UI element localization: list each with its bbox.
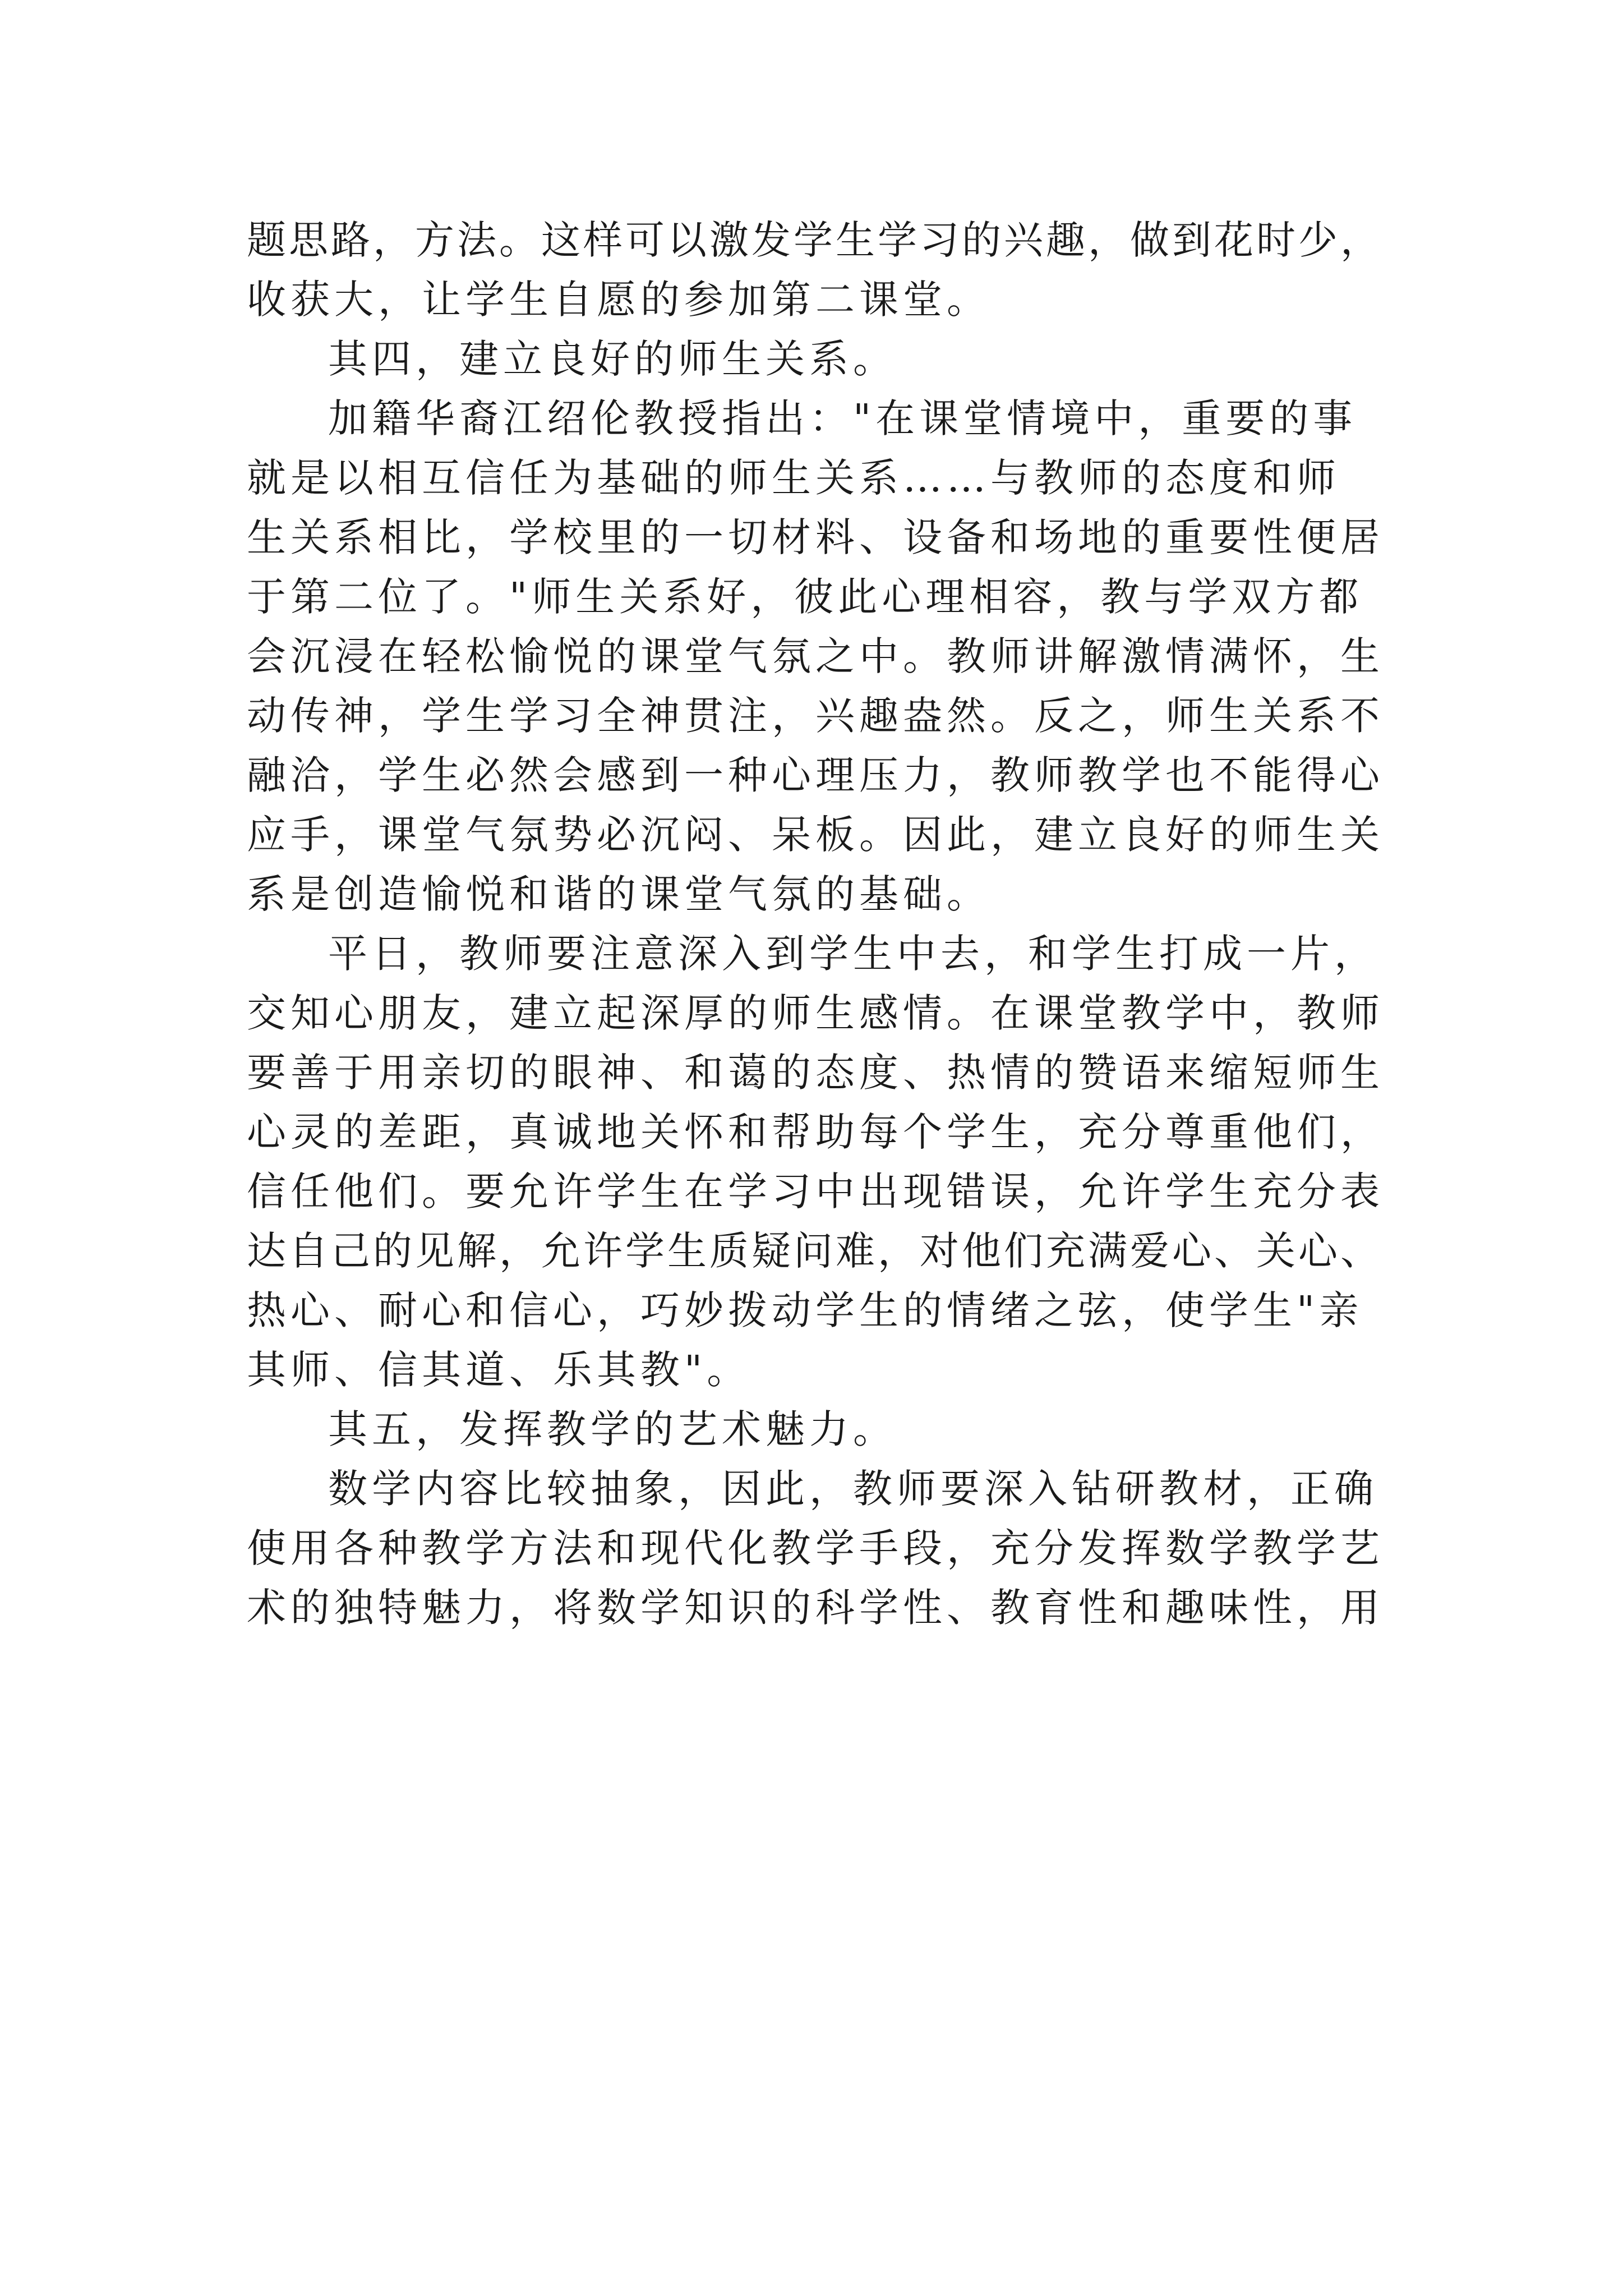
text-line: 融洽，学生必然会感到一种心理压力，教师教学也不能得心: [247, 752, 1384, 798]
text-line: 交知心朋友，建立起深厚的师生感情。在课堂教学中，教师: [247, 990, 1384, 1036]
text-line: 应手，课堂气氛势必沉闷、呆板。因此，建立良好的师生关: [247, 812, 1384, 858]
text-line: 热心、耐心和信心，巧妙拨动学生的情绪之弦，使学生"亲: [247, 1287, 1363, 1333]
text-line: 平日，教师要注意深入到学生中去，和学生打成一片，: [328, 931, 1378, 977]
text-line: 动传神，学生学习全神贯注，兴趣盎然。反之，师生关系不: [247, 693, 1384, 739]
text-line: 生关系相比，学校里的一切材料、设备和场地的重要性便居: [247, 514, 1384, 560]
text-line: 其师、信其道、乐其教"。: [247, 1347, 751, 1393]
text-line: 系是创造愉悦和谐的课堂气氛的基础。: [247, 871, 990, 917]
text-line: 收获大，让学生自愿的参加第二课堂。: [247, 277, 990, 323]
text-line: 心灵的差距，真诚地关怀和帮助每个学生，充分尊重他们，: [247, 1109, 1384, 1155]
body-text: [247, 210, 1391, 1637]
section-heading-four: 其四，建立良好的师生关系。: [328, 336, 897, 382]
text-line: 就是以相互信任为基础的师生关系……与教师的态度和师: [247, 455, 1340, 501]
text-line: 会沉浸在轻松愉悦的课堂气氛之中。教师讲解激情满怀，生: [247, 633, 1384, 679]
text-line: 信任他们。要允许学生在学习中出现错误，允许学生充分表: [247, 1168, 1384, 1214]
text-line: 术的独特魅力，将数学知识的科学性、教育性和趣味性，用: [247, 1585, 1384, 1631]
text-line: 使用各种教学方法和现代化教学手段，充分发挥数学教学艺: [247, 1525, 1384, 1571]
section-heading-five: 其五，发挥教学的艺术魅力。: [328, 1406, 897, 1452]
text-line: 达自己的见解，允许学生质疑问难，对他们充满爱心、关心、: [247, 1228, 1382, 1274]
text-line: 数学内容比较抽象，因此，教师要深入钻研教材，正确: [328, 1466, 1378, 1512]
text-line: 于第二位了。"师生关系好，彼此心理相容，教与学双方都: [247, 574, 1363, 620]
text-line: 加籍华裔江绍伦教授指出："在课堂情境中，重要的事: [328, 395, 1357, 441]
text-line: 要善于用亲切的眼神、和蔼的态度、热情的赞语来缩短师生: [247, 1050, 1384, 1096]
text-line: 题思路，方法。这样可以激发学生学习的兴趣，做到花时少，: [247, 217, 1382, 263]
